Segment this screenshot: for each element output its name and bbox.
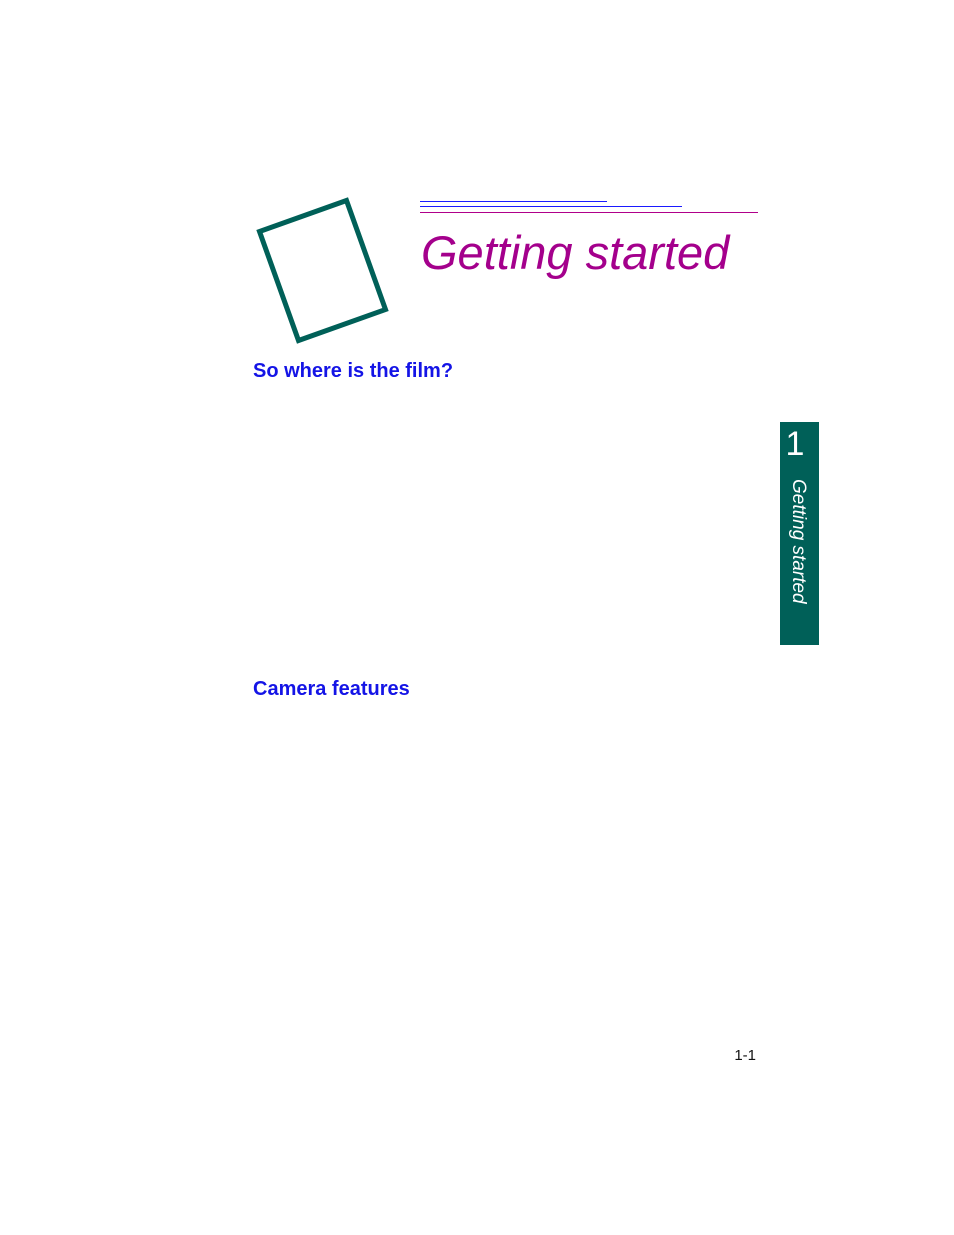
chapter-tab-label: Getting started	[788, 479, 809, 604]
header-rule-short	[420, 201, 607, 202]
header-rule-medium	[420, 206, 682, 207]
chapter-side-tab	[780, 422, 819, 645]
section-heading-camera-features: Camera features	[253, 678, 410, 700]
section-heading-film: So where is the film?	[253, 360, 454, 382]
header-rule-long	[420, 212, 758, 213]
chapter-title: Getting started	[421, 226, 730, 279]
chapter-frame-icon	[252, 192, 394, 350]
chapter-number: 1	[785, 425, 805, 463]
page-number: 1-1	[734, 1047, 756, 1064]
